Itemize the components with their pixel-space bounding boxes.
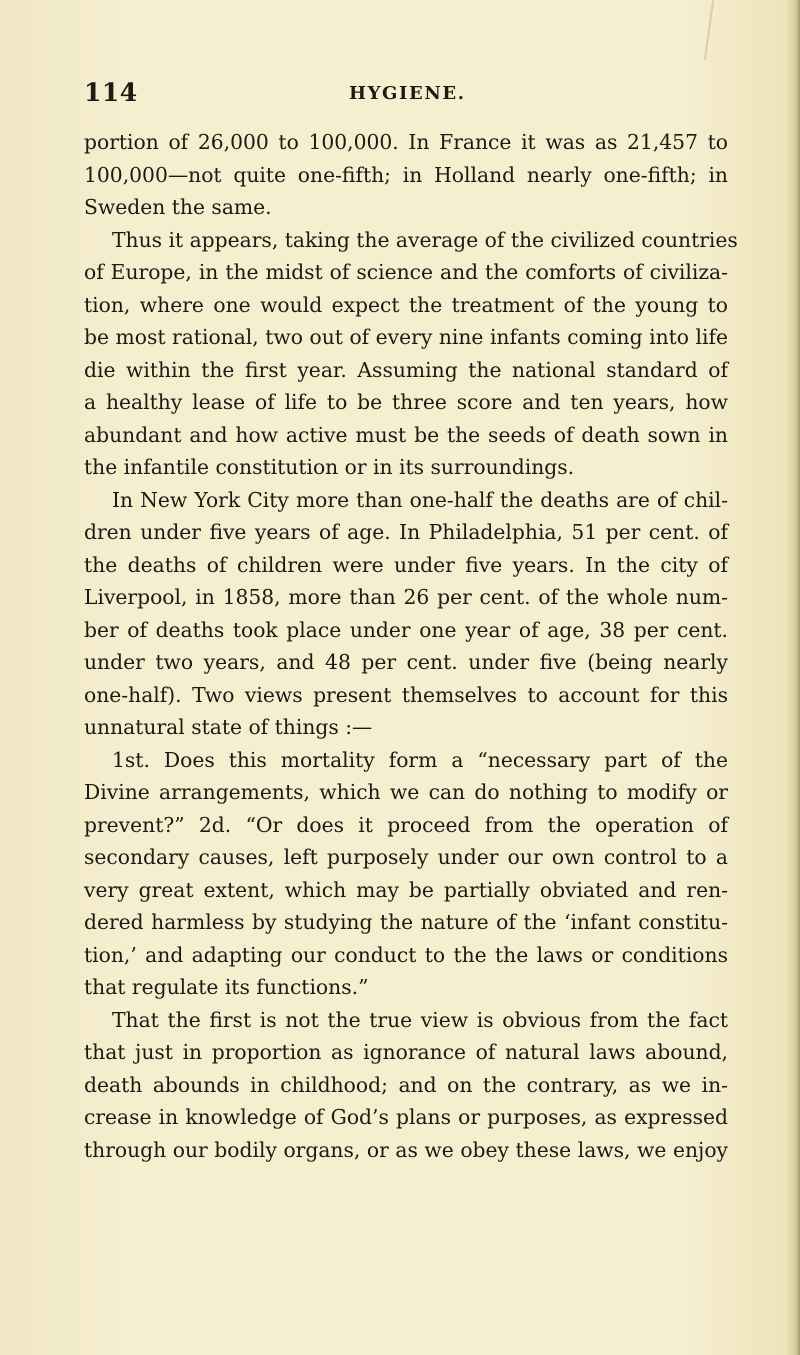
text-line: 100,000—not quite one-fifth; in Holland nearly one-fifth; in [84,162,728,187]
text-line: secondary causes, left purposely under our own control to a [84,845,728,869]
running-title: HYGIENE. [349,83,466,104]
text-line: through our bodily organs, or as we obey these laws, we enjoy [84,1137,728,1162]
text-line: crease in knowledge of God’s plans or purposes, as expressed [84,1105,728,1129]
text-line: dered harmless by studying the nature of the ‘infant constitu- [84,910,728,934]
body-text [84,126,738,1166]
running-head [84,78,694,108]
paper-crease [704,0,714,60]
text-line: tion, where one would expect the treatment of the young to [84,292,728,317]
text-line: portion of 26,000 to 100,000. In France it was as 21,457 to [84,130,728,154]
text-line: ber of deaths took place under one year of age, 38 per cent. [84,617,728,642]
text-line: one-half). Two views present themselves to account for this [84,682,728,707]
text-line: that regulate its functions.” [84,975,369,999]
text-line: the infantile constitution or in its surroundings. [84,455,575,479]
text-line: prevent?” 2d. “Or does it proceed from the operation of [84,812,728,837]
text-line: of Europe, in the midst of science and the comforts of civiliza- [84,260,728,284]
text-line: That the first is not the true view is obvious from the fact [112,1007,728,1032]
text-line: be most rational, two out of every nine infants coming into life [84,325,728,349]
text-line: very great extent, which may be partially obviated and ren- [84,877,728,902]
gutter-shadow [786,0,800,1355]
text-line: 1st. Does this mortality form a “necessary part of the [112,747,728,772]
text-line: Liverpool, in 1858, more than 26 per cent. of the whole num- [84,585,728,609]
text-line: the deaths of children were under five years. In the city of [84,552,728,577]
text-line: Sweden the same. [84,195,272,219]
text-line: dren under five years of age. In Philadelphia, 51 per cent. of [84,520,728,544]
text-line: abundant and how active must be the seeds of death sown in [84,422,728,447]
text-line: Divine arrangements, which we can do nothing to modify or [84,780,728,804]
text-line: die within the first year. Assuming the national standard of [84,357,728,382]
text-line: a healthy lease of life to be three score and ten years, how [84,390,728,414]
text-line: that just in proportion as ignorance of natural laws abound, [84,1040,728,1064]
text-line: In New York City more than one-half the deaths are of chil- [112,487,728,512]
text-line: death abounds in childhood; and on the contrary, as we in- [84,1072,728,1097]
text-line: under two years, and 48 per cent. under five (being nearly [84,650,728,674]
page-number: 114 [84,78,138,107]
text-line: tion,’ and adapting our conduct to the the laws or conditions [84,942,728,967]
text-line: Thus it appears, taking the average of the civilized countries [112,227,738,252]
text-line: unnatural state of things :— [84,715,373,739]
